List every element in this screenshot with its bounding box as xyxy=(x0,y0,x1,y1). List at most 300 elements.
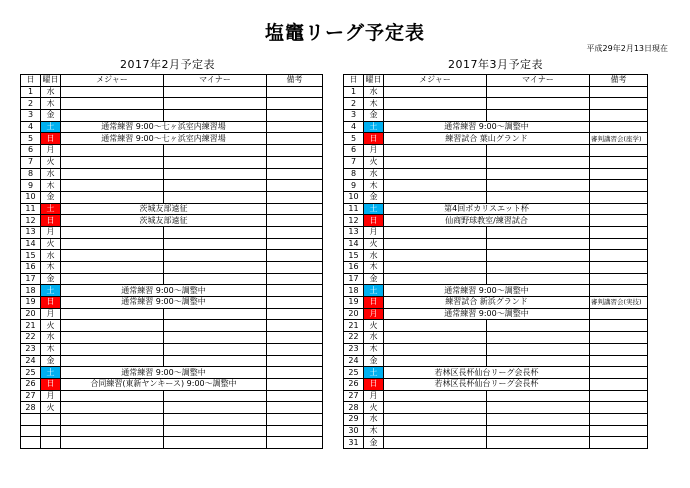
table-row xyxy=(344,238,648,250)
table-row xyxy=(21,145,323,157)
major-cell xyxy=(384,355,487,367)
note-cell xyxy=(590,262,648,274)
table-row xyxy=(21,250,323,262)
note-cell xyxy=(590,156,648,168)
weekday-cell: 水 xyxy=(364,332,384,344)
day-cell: 7 xyxy=(344,156,364,168)
major-cell xyxy=(61,180,164,192)
minor-cell xyxy=(487,226,590,238)
event-cell: 第4回ポカリスエット杯 xyxy=(384,203,590,215)
table-row xyxy=(21,98,323,110)
note-cell xyxy=(267,378,323,390)
table-row xyxy=(21,437,323,449)
weekday-cell: 日 xyxy=(364,133,384,145)
weekday-cell: 水 xyxy=(41,168,61,180)
major-cell xyxy=(384,156,487,168)
table-row xyxy=(21,332,323,344)
day-cell: 20 xyxy=(344,308,364,320)
weekday-cell: 金 xyxy=(364,273,384,285)
weekday-cell: 土 xyxy=(364,121,384,133)
weekday-cell: 木 xyxy=(364,98,384,110)
day-cell: 21 xyxy=(21,320,41,332)
weekday-cell: 土 xyxy=(364,203,384,215)
note-cell xyxy=(267,367,323,379)
day-cell: 23 xyxy=(21,343,41,355)
note-cell xyxy=(267,262,323,274)
minor-cell xyxy=(487,343,590,355)
minor-cell xyxy=(164,343,267,355)
table-row xyxy=(21,226,323,238)
minor-cell xyxy=(164,390,267,402)
day-cell: 3 xyxy=(21,110,41,122)
major-cell xyxy=(61,390,164,402)
minor-cell xyxy=(164,320,267,332)
minor-cell xyxy=(164,145,267,157)
major-cell xyxy=(61,145,164,157)
day-cell: 4 xyxy=(21,121,41,133)
note-cell xyxy=(267,390,323,402)
note-cell xyxy=(267,180,323,192)
table-row xyxy=(344,262,648,274)
day-cell: 12 xyxy=(21,215,41,227)
note-cell xyxy=(590,332,648,344)
day-cell: 5 xyxy=(21,133,41,145)
table-row xyxy=(21,285,323,297)
day-cell: 17 xyxy=(21,273,41,285)
day-cell: 10 xyxy=(344,191,364,203)
as-of-date: 平成29年2月13日現在 xyxy=(586,44,668,53)
minor-cell xyxy=(164,402,267,414)
major-cell xyxy=(61,308,164,320)
weekday-cell: 金 xyxy=(364,191,384,203)
minor-cell xyxy=(164,355,267,367)
header-minor: マイナー xyxy=(164,75,267,87)
event-cell: 通常練習 9:00～調整中 xyxy=(384,285,590,297)
february-schedule-table xyxy=(20,74,323,449)
header-note: 備考 xyxy=(590,75,648,87)
header-day: 日 xyxy=(21,75,41,87)
event-cell: 仙商野球教室/練習試合 xyxy=(384,215,590,227)
table-row xyxy=(21,262,323,274)
note-cell xyxy=(590,238,648,250)
table-row xyxy=(21,191,323,203)
weekday-cell: 土 xyxy=(41,121,61,133)
note-cell xyxy=(267,343,323,355)
weekday-cell: 日 xyxy=(41,133,61,145)
march-schedule-table xyxy=(343,74,648,449)
table-row xyxy=(344,332,648,344)
note-cell xyxy=(267,215,323,227)
day-cell: 13 xyxy=(344,226,364,238)
table-row xyxy=(344,343,648,355)
day-cell: 1 xyxy=(344,86,364,98)
header-minor: マイナー xyxy=(487,75,590,87)
note-cell xyxy=(590,168,648,180)
note-cell xyxy=(267,437,323,449)
day-cell: 29 xyxy=(344,413,364,425)
table-row xyxy=(21,343,323,355)
note-cell xyxy=(590,402,648,414)
day-cell: 26 xyxy=(344,378,364,390)
weekday-cell: 金 xyxy=(364,110,384,122)
day-cell: 15 xyxy=(344,250,364,262)
weekday-cell: 月 xyxy=(364,308,384,320)
table-row xyxy=(344,425,648,437)
table-row xyxy=(344,145,648,157)
note-cell xyxy=(590,273,648,285)
day-cell xyxy=(21,413,41,425)
major-cell xyxy=(384,238,487,250)
day-cell: 6 xyxy=(344,145,364,157)
day-cell: 6 xyxy=(21,145,41,157)
minor-cell xyxy=(487,425,590,437)
table-row xyxy=(344,250,648,262)
weekday-cell: 金 xyxy=(41,110,61,122)
minor-cell xyxy=(164,262,267,274)
note-cell xyxy=(590,226,648,238)
day-cell: 8 xyxy=(344,168,364,180)
day-cell: 12 xyxy=(344,215,364,227)
table-row xyxy=(344,168,648,180)
day-cell: 22 xyxy=(21,332,41,344)
table-row xyxy=(344,355,648,367)
major-cell xyxy=(61,262,164,274)
major-cell xyxy=(384,402,487,414)
weekday-cell: 水 xyxy=(41,332,61,344)
weekday-cell: 土 xyxy=(41,285,61,297)
note-cell xyxy=(267,110,323,122)
header-weekday: 曜日 xyxy=(365,75,382,85)
weekday-cell xyxy=(41,437,61,449)
event-cell: 若林区長杯仙台リーグ会長杯 xyxy=(384,367,590,379)
table-row xyxy=(344,203,648,215)
day-cell: 3 xyxy=(344,110,364,122)
table-row xyxy=(21,413,323,425)
note-cell xyxy=(590,215,648,227)
table-row xyxy=(21,215,323,227)
day-cell xyxy=(21,425,41,437)
event-cell: 練習試合 新浜グランド xyxy=(384,297,590,309)
table-row xyxy=(344,86,648,98)
weekday-cell: 火 xyxy=(41,320,61,332)
table-row xyxy=(344,320,648,332)
note-cell xyxy=(267,250,323,262)
weekday-cell: 水 xyxy=(41,86,61,98)
weekday-cell xyxy=(41,425,61,437)
weekday-cell: 木 xyxy=(364,425,384,437)
table-row xyxy=(344,402,648,414)
day-cell: 25 xyxy=(21,367,41,379)
major-cell xyxy=(384,332,487,344)
major-cell xyxy=(384,437,487,449)
table-row xyxy=(344,191,648,203)
note-cell xyxy=(267,320,323,332)
major-cell xyxy=(61,273,164,285)
day-cell: 1 xyxy=(21,86,41,98)
table-row xyxy=(344,215,648,227)
minor-cell xyxy=(487,156,590,168)
event-cell: 茨城友部遠征 xyxy=(61,215,267,227)
day-cell xyxy=(21,437,41,449)
minor-cell xyxy=(487,390,590,402)
minor-cell xyxy=(164,98,267,110)
weekday-cell: 日 xyxy=(41,378,61,390)
day-cell: 27 xyxy=(344,390,364,402)
table-row xyxy=(21,378,323,390)
day-cell: 24 xyxy=(344,355,364,367)
table-row xyxy=(21,86,323,98)
minor-cell xyxy=(487,262,590,274)
day-cell: 27 xyxy=(21,390,41,402)
major-cell xyxy=(384,320,487,332)
weekday-cell: 水 xyxy=(364,413,384,425)
day-cell: 2 xyxy=(344,98,364,110)
note-cell xyxy=(267,355,323,367)
table-row xyxy=(21,168,323,180)
march-title: 2017年3月予定表 xyxy=(448,58,543,71)
major-cell xyxy=(384,98,487,110)
note-cell xyxy=(590,98,648,110)
table-row xyxy=(344,437,648,449)
note-cell xyxy=(267,332,323,344)
day-cell: 28 xyxy=(21,402,41,414)
event-cell: 茨城友部遠征 xyxy=(61,203,267,215)
table-row xyxy=(344,390,648,402)
note-cell xyxy=(267,203,323,215)
table-row xyxy=(344,285,648,297)
major-cell xyxy=(61,332,164,344)
table-row xyxy=(344,98,648,110)
major-cell xyxy=(61,98,164,110)
weekday-cell: 金 xyxy=(364,437,384,449)
minor-cell xyxy=(487,273,590,285)
table-row xyxy=(21,297,323,309)
minor-cell xyxy=(487,437,590,449)
note-cell xyxy=(590,86,648,98)
minor-cell xyxy=(164,250,267,262)
day-cell: 24 xyxy=(21,355,41,367)
note-cell xyxy=(267,226,323,238)
note-cell xyxy=(590,180,648,192)
weekday-cell: 金 xyxy=(364,355,384,367)
header-day: 日 xyxy=(344,75,364,87)
minor-cell xyxy=(164,156,267,168)
major-cell xyxy=(384,180,487,192)
table-row xyxy=(344,378,648,390)
weekday-cell: 日 xyxy=(41,215,61,227)
note-cell xyxy=(590,343,648,355)
weekday-cell: 金 xyxy=(41,355,61,367)
note-cell xyxy=(267,402,323,414)
weekday-cell: 土 xyxy=(364,285,384,297)
table-row xyxy=(21,425,323,437)
day-cell: 17 xyxy=(344,273,364,285)
day-cell: 16 xyxy=(21,262,41,274)
weekday-cell: 月 xyxy=(41,390,61,402)
minor-cell xyxy=(487,250,590,262)
minor-cell xyxy=(164,308,267,320)
day-cell: 2 xyxy=(21,98,41,110)
event-cell: 通常練習 9:00～調整中 xyxy=(61,367,267,379)
major-cell xyxy=(384,226,487,238)
note-cell xyxy=(267,425,323,437)
day-cell: 9 xyxy=(21,180,41,192)
event-cell: 通常練習 9:00～調整中 xyxy=(384,308,590,320)
weekday-cell: 木 xyxy=(41,262,61,274)
weekday-cell: 日 xyxy=(364,297,384,309)
minor-cell xyxy=(487,320,590,332)
table-row xyxy=(21,273,323,285)
header-row xyxy=(344,75,648,87)
header-weekday: 曜日 xyxy=(42,75,59,85)
note-cell xyxy=(267,273,323,285)
major-cell xyxy=(61,320,164,332)
day-cell: 7 xyxy=(21,156,41,168)
note-cell xyxy=(590,390,648,402)
weekday-cell: 土 xyxy=(41,367,61,379)
event-cell: 合同練習(東新ヤンキース) 9:00～調整中 xyxy=(61,378,267,390)
weekday-cell: 火 xyxy=(41,238,61,250)
day-cell: 14 xyxy=(21,238,41,250)
minor-cell xyxy=(164,238,267,250)
weekday-cell: 月 xyxy=(41,226,61,238)
note-cell xyxy=(590,425,648,437)
major-cell xyxy=(61,250,164,262)
minor-cell xyxy=(487,413,590,425)
day-cell: 4 xyxy=(344,121,364,133)
day-cell: 23 xyxy=(344,343,364,355)
note-cell xyxy=(590,355,648,367)
weekday-cell: 月 xyxy=(41,145,61,157)
table-row xyxy=(21,367,323,379)
note-cell xyxy=(590,437,648,449)
weekday-cell: 水 xyxy=(364,86,384,98)
major-cell xyxy=(61,238,164,250)
note-cell xyxy=(590,203,648,215)
note-cell xyxy=(267,133,323,145)
header-row xyxy=(21,75,323,87)
major-cell xyxy=(384,86,487,98)
note-cell xyxy=(590,121,648,133)
minor-cell xyxy=(164,86,267,98)
day-cell: 11 xyxy=(344,203,364,215)
event-cell: 通常練習 9:00～調整中 xyxy=(384,121,590,133)
day-cell: 9 xyxy=(344,180,364,192)
weekday-cell: 日 xyxy=(41,297,61,309)
minor-cell xyxy=(164,437,267,449)
major-cell xyxy=(61,226,164,238)
day-cell: 19 xyxy=(344,297,364,309)
day-cell: 18 xyxy=(21,285,41,297)
weekday-cell: 水 xyxy=(364,250,384,262)
major-cell xyxy=(61,402,164,414)
major-cell xyxy=(61,168,164,180)
table-row xyxy=(344,226,648,238)
table-row xyxy=(344,297,648,309)
table-row xyxy=(21,133,323,145)
weekday-cell: 月 xyxy=(364,145,384,157)
table-row xyxy=(344,180,648,192)
major-cell xyxy=(384,191,487,203)
note-cell xyxy=(267,285,323,297)
table-row xyxy=(21,238,323,250)
table-row xyxy=(344,110,648,122)
day-cell: 28 xyxy=(344,402,364,414)
weekday-cell xyxy=(41,413,61,425)
weekday-cell: 水 xyxy=(41,250,61,262)
minor-cell xyxy=(164,180,267,192)
note-cell xyxy=(590,378,648,390)
major-cell xyxy=(61,86,164,98)
day-cell: 15 xyxy=(21,250,41,262)
note-cell: 審判講習会(座学) xyxy=(590,133,648,145)
weekday-cell: 日 xyxy=(364,378,384,390)
table-row xyxy=(21,402,323,414)
day-cell: 19 xyxy=(21,297,41,309)
event-cell: 通常練習 9:00～調整中 xyxy=(61,297,267,309)
day-cell: 25 xyxy=(344,367,364,379)
minor-cell xyxy=(487,332,590,344)
weekday-cell: 月 xyxy=(364,226,384,238)
minor-cell xyxy=(164,425,267,437)
day-cell: 11 xyxy=(21,203,41,215)
note-cell xyxy=(267,191,323,203)
day-cell: 20 xyxy=(21,308,41,320)
table-row xyxy=(344,133,648,145)
note-cell xyxy=(590,320,648,332)
table-row xyxy=(344,121,648,133)
weekday-cell: 木 xyxy=(41,98,61,110)
weekday-cell: 土 xyxy=(41,203,61,215)
major-cell xyxy=(61,355,164,367)
day-cell: 31 xyxy=(344,437,364,449)
minor-cell xyxy=(164,168,267,180)
table-row xyxy=(21,203,323,215)
major-cell xyxy=(61,425,164,437)
event-cell: 若林区長杯仙台リーグ会長杯 xyxy=(384,378,590,390)
table-row xyxy=(21,156,323,168)
event-cell: 練習試合 葉山グランド xyxy=(384,133,590,145)
header-note: 備考 xyxy=(267,75,323,87)
major-cell xyxy=(384,110,487,122)
weekday-cell: 金 xyxy=(41,191,61,203)
major-cell xyxy=(61,437,164,449)
minor-cell xyxy=(164,191,267,203)
event-cell: 通常練習 9:00～調整中 xyxy=(61,285,267,297)
minor-cell xyxy=(164,226,267,238)
day-cell: 21 xyxy=(344,320,364,332)
note-cell xyxy=(267,297,323,309)
major-cell xyxy=(61,156,164,168)
minor-cell xyxy=(164,332,267,344)
major-cell xyxy=(61,110,164,122)
note-cell xyxy=(590,285,648,297)
weekday-cell: 火 xyxy=(364,402,384,414)
weekday-cell: 土 xyxy=(364,367,384,379)
table-row xyxy=(344,156,648,168)
note-cell xyxy=(590,250,648,262)
day-cell: 5 xyxy=(344,133,364,145)
minor-cell xyxy=(487,145,590,157)
event-cell: 通常練習 9:00～七ヶ浜室内練習場 xyxy=(61,133,267,145)
february-title: 2017年2月予定表 xyxy=(120,58,215,71)
weekday-cell: 火 xyxy=(41,156,61,168)
minor-cell xyxy=(164,413,267,425)
day-cell: 16 xyxy=(344,262,364,274)
weekday-cell: 木 xyxy=(41,343,61,355)
major-cell xyxy=(61,191,164,203)
weekday-cell: 火 xyxy=(364,320,384,332)
